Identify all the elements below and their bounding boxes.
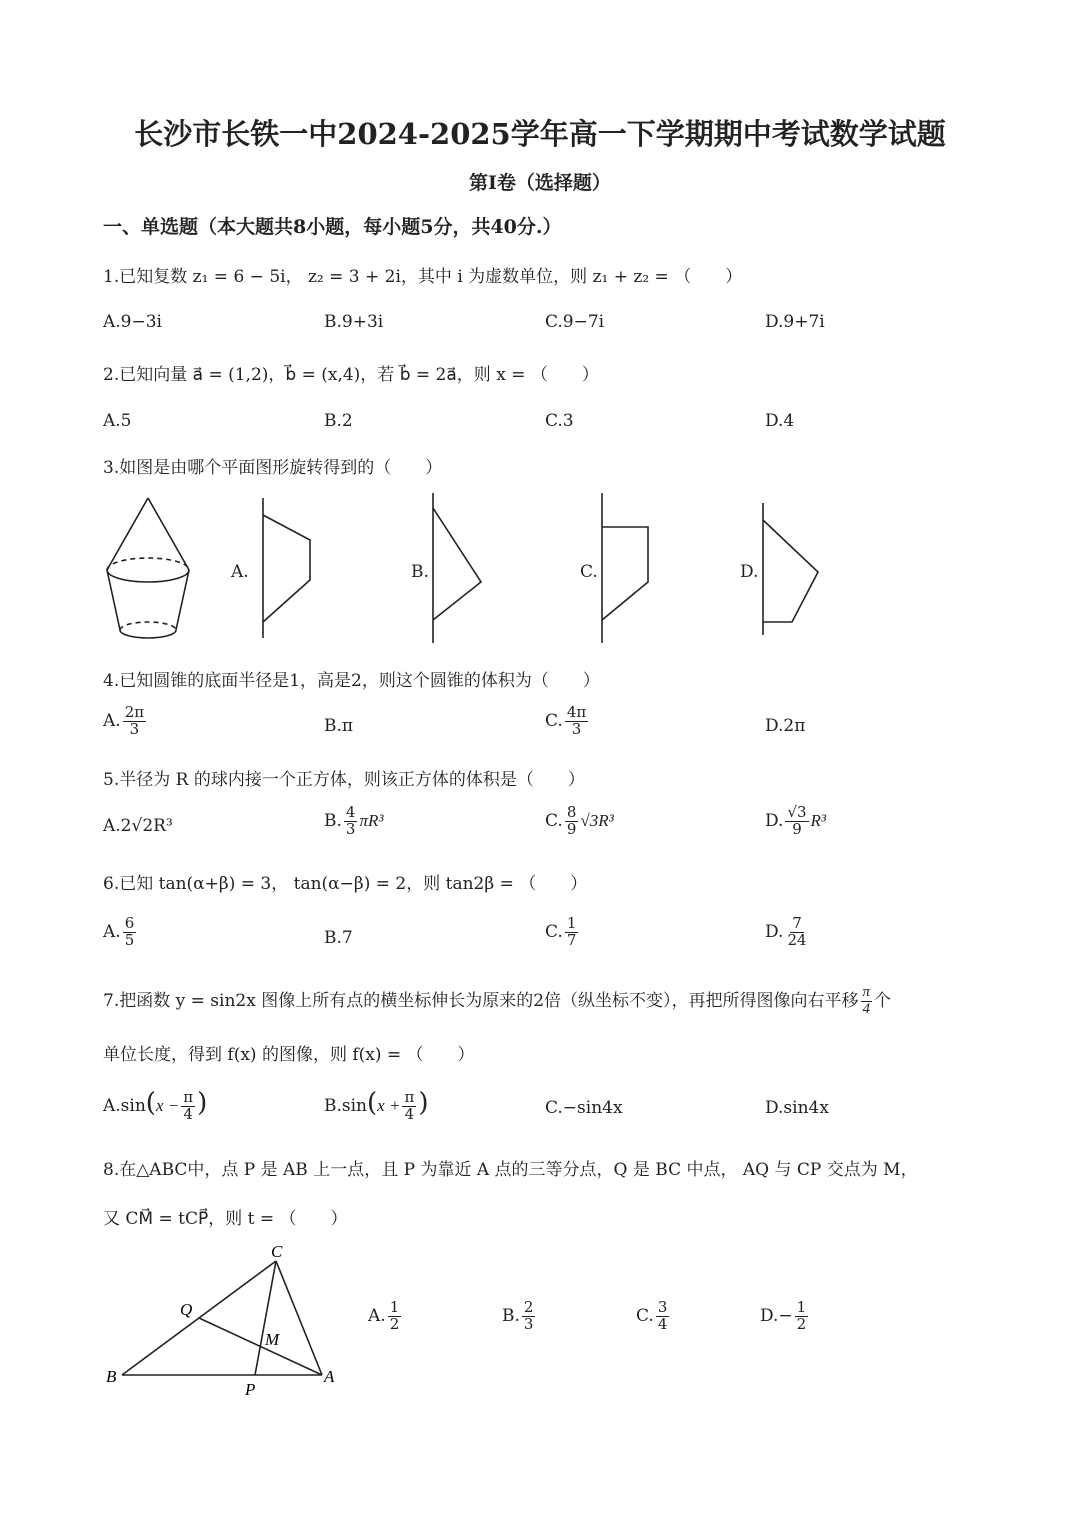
question-3-stem: 3.如图是由哪个平面图形旋转得到的（ ）	[103, 458, 443, 478]
q8-option-c	[636, 1300, 671, 1333]
volume-heading: 第I卷（选择题）	[469, 172, 611, 194]
q7-stem-text: 7.把函数 y = sin2x 图像上所有点的横坐标伸长为原来的2倍（纵坐标不变），再把所得图像向右平移	[103, 990, 859, 1011]
question-5-stem: 5.半径为 R 的球内接一个正方体，则该正方体的体积是（ ）	[103, 770, 585, 790]
q8-option-a	[368, 1300, 403, 1333]
question-7-stem-line2: 单位长度，得到 f(x) 的图像，则 f(x) = （ ）	[103, 1045, 475, 1065]
q6-option-d-fraction: $\frac{7}{24}$	[787, 914, 807, 949]
q8-option-a-label: A.	[368, 1305, 386, 1326]
q8-option-d-label: D.−	[760, 1305, 793, 1326]
q8-option-d-fraction: $\frac{1}{2}$	[796, 1298, 807, 1333]
q7-stem-tail: 个	[874, 990, 892, 1011]
q6-option-a-fraction: $\frac{6}{5}$	[124, 914, 135, 949]
q8-label-c: C	[271, 1242, 283, 1261]
q3-option-b: B.	[411, 562, 429, 582]
question-8-stem-line2: 又 CM⃗ = tCP⃗，则 t = （ ）	[103, 1209, 348, 1229]
q4-option-a-fraction: $\frac{2\pi}{3}$	[124, 703, 145, 738]
q7-option-b: B.sin(x + $\frac{\pi}{4}$ )	[324, 1088, 429, 1123]
q8-option-b	[502, 1300, 537, 1333]
q4-option-c-fraction: $\frac{4\pi}{3}$	[566, 703, 587, 738]
q5-option-c-fraction: $\frac{8}{9}$	[566, 803, 577, 838]
q8-label-a: A	[324, 1367, 335, 1386]
q6-option-a-label: A.	[103, 921, 121, 942]
q8-label-m: M	[265, 1330, 280, 1349]
question-7-stem	[103, 985, 891, 1018]
q5-option-c	[545, 805, 614, 838]
q1-option-b: B.9+3i	[324, 312, 384, 332]
q5-option-b-fraction: $\frac{4}{3}$	[345, 803, 356, 838]
q3-option-c-figure	[594, 490, 664, 650]
q3-option-a-figure	[255, 495, 325, 645]
question-2-stem: 2.已知向量 a⃗ = (1,2)，b⃗ = (x,4)，若 b⃗ = 2a⃗，则 x = （ ）	[103, 365, 599, 385]
q7-option-c: C.−sin4x	[545, 1098, 623, 1118]
q3-option-a: A.	[231, 562, 249, 582]
q1-option-c: C.9−7i	[545, 312, 605, 332]
q4-option-a	[103, 705, 148, 738]
q8-option-a-fraction: $\frac{1}{2}$	[389, 1298, 400, 1333]
q3-option-d: D.	[740, 562, 759, 582]
q5-option-b	[324, 805, 383, 838]
page-title: 长沙市长铁一中2024-2025学年高一下学期期中考试数学试题	[134, 117, 946, 151]
q4-option-c-label: C.	[545, 710, 563, 731]
q7-option-d: D.sin4x	[765, 1098, 829, 1118]
q6-option-d-label: D.	[765, 921, 784, 942]
q1-option-a: A.9−3i	[103, 312, 162, 332]
q8-option-d	[760, 1300, 810, 1333]
q5-option-d-tail: R³	[810, 810, 827, 830]
question-8-stem: 8.在△ABC中，点 P 是 AB 上一点，且 P 为靠近 A 点的三等分点，Q 是 BC 中点， AQ 与 CP 交点为 M，	[103, 1160, 918, 1180]
q8-triangle-figure	[100, 1235, 350, 1405]
section-heading: 一、单选题（本大题共8小题，每小题5分，共40分.）	[103, 216, 562, 238]
q8-option-b-label: B.	[502, 1305, 520, 1326]
q2-option-d: D.4	[765, 411, 795, 431]
q7-option-a-arg: x −	[155, 1096, 180, 1115]
q7-option-b-fraction: $\frac{\pi}{4}$	[404, 1088, 415, 1123]
q5-option-b-label: B.	[324, 810, 342, 831]
q3-option-b-figure	[425, 490, 495, 650]
q7-option-a: A.sin(x − $\frac{\pi}{4}$ )	[103, 1088, 208, 1123]
q7-option-a-fraction: $\frac{\pi}{4}$	[183, 1088, 194, 1123]
q4-option-b: B.π	[324, 716, 354, 736]
q8-option-c-fraction: $\frac{3}{4}$	[657, 1298, 668, 1333]
q6-option-a	[103, 916, 138, 949]
q5-option-d-fraction: $\frac{√3}{9}$	[787, 803, 807, 838]
q2-option-c: C.3	[545, 411, 574, 431]
q5-option-c-tail: √3R³	[580, 810, 614, 830]
q7-option-b-label: B.sin	[324, 1096, 368, 1116]
q6-option-c-fraction: $\frac{1}{7}$	[566, 914, 577, 949]
q7-option-a-label: A.sin	[103, 1096, 146, 1116]
q8-label-q: Q	[180, 1300, 193, 1319]
q8-label-p: P	[245, 1380, 256, 1399]
q5-option-d	[765, 805, 826, 838]
q3-option-d-figure	[756, 500, 831, 640]
q5-option-a: A.2√2R³	[103, 816, 173, 836]
q5-option-b-tail: πR³	[359, 810, 384, 830]
q8-option-b-fraction: $\frac{2}{3}$	[523, 1298, 534, 1333]
q3-option-c: C.	[580, 562, 598, 582]
q8-label-b: B	[106, 1367, 117, 1386]
q6-option-b: B.7	[324, 928, 353, 948]
q6-option-c	[545, 916, 580, 949]
question-1-stem: 1.已知复数 z₁ = 6 − 5i， z₂ = 3 + 2i，其中 i 为虚数单位，则 z₁ + z₂ = （ ）	[103, 267, 743, 287]
q5-option-d-label: D.	[765, 810, 784, 831]
q2-option-b: B.2	[324, 411, 353, 431]
q7-stem-fraction: $\frac{\pi}{4}$	[862, 984, 871, 1017]
q8-option-c-label: C.	[636, 1305, 654, 1326]
q1-option-d: D.9+7i	[765, 312, 825, 332]
q4-option-c	[545, 705, 590, 738]
q3-solid-figure	[100, 495, 200, 645]
q6-option-c-label: C.	[545, 921, 563, 942]
q6-option-d	[765, 916, 811, 949]
q2-option-a: A.5	[103, 411, 132, 431]
q7-option-b-arg: x +	[377, 1096, 401, 1115]
q4-option-d: D.2π	[765, 716, 806, 736]
question-4-stem: 4.已知圆锥的底面半径是1，高是2，则这个圆锥的体积为（ ）	[103, 671, 600, 691]
question-6-stem: 6.已知 tan(α+β) = 3， tan(α−β) = 2，则 tan2β = （ ）	[103, 874, 588, 894]
q5-option-c-label: C.	[545, 810, 563, 831]
q4-option-a-label: A.	[103, 710, 121, 731]
